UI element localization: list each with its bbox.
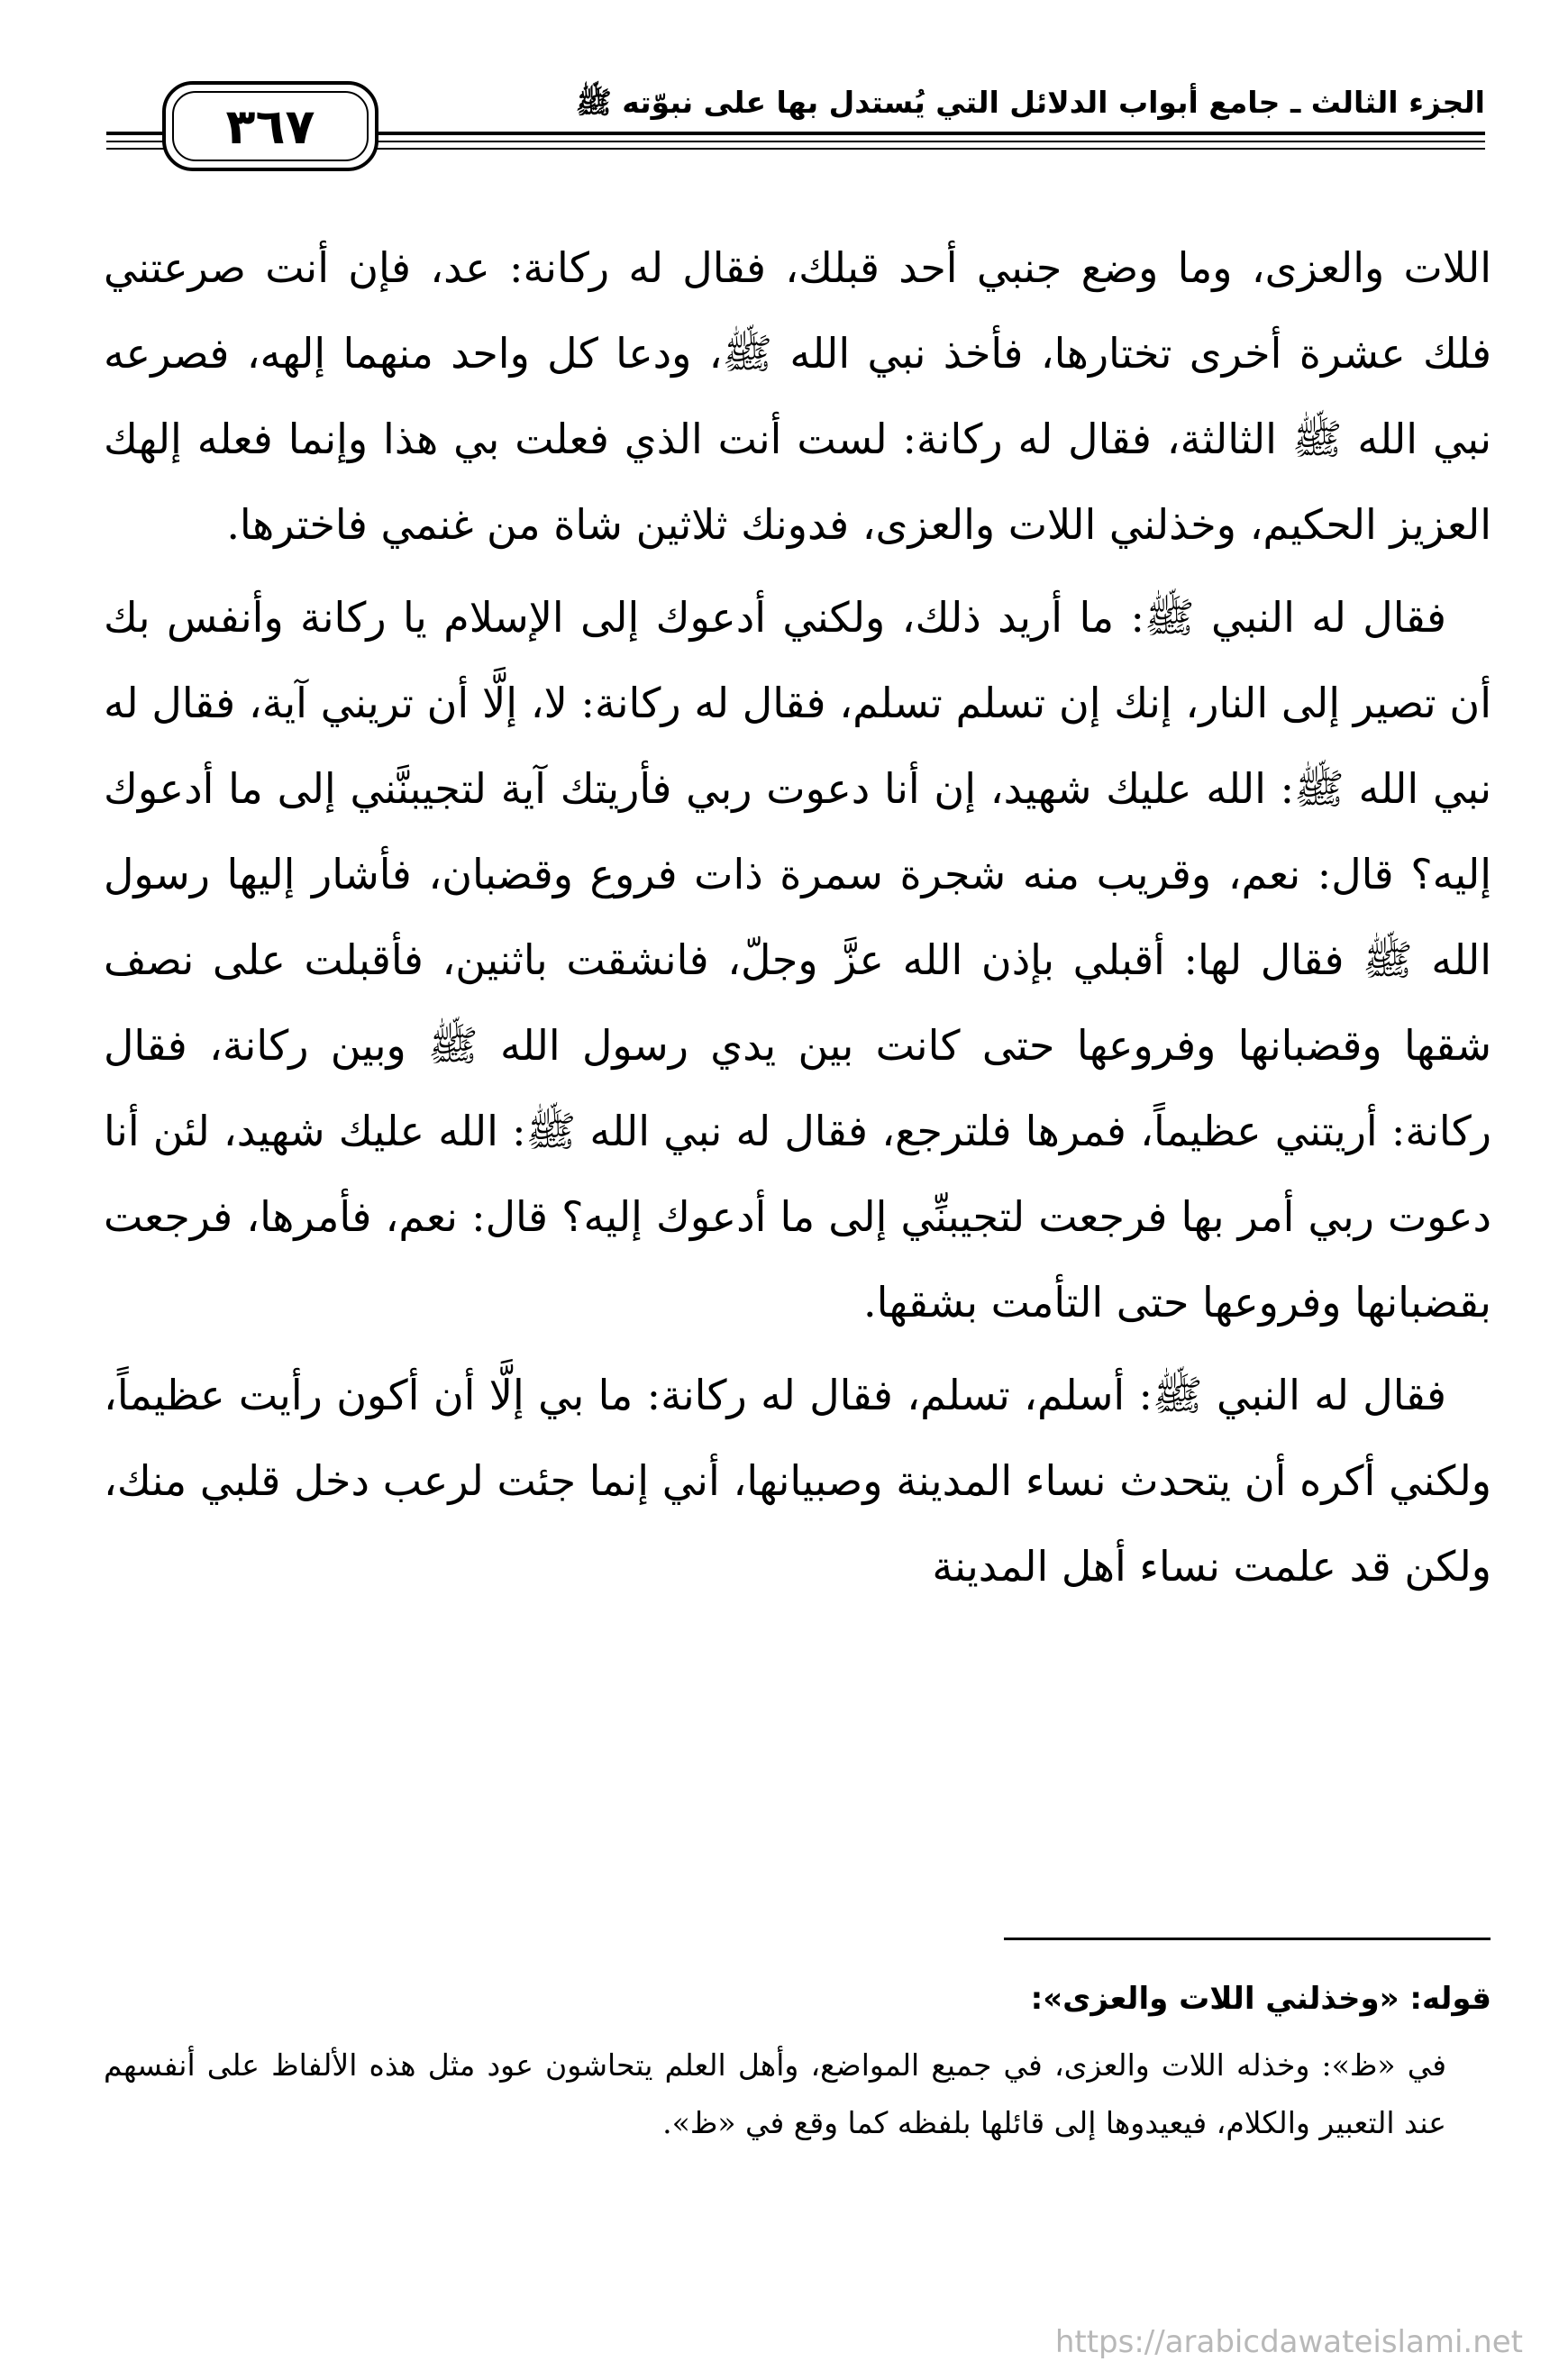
footnote — [104, 1974, 1491, 2152]
footnote-separator — [1004, 1938, 1491, 1940]
page-header — [106, 72, 1485, 171]
page-number-frame — [162, 81, 378, 171]
footnote-title: قوله: «وخذلني اللات والعزى»: — [1030, 1981, 1491, 2017]
watermark-url: https://arabicdawateislami.net — [1054, 2324, 1523, 2360]
main-text — [104, 225, 1491, 1609]
page-number: ٣٦٧ — [225, 97, 315, 155]
footnote-body: في «ظ»: وخذله اللات والعزى، في جميع المواضع، وأهل العلم يتحاشون عود مثل هذه الألفاظ على أنفسهم عند التعبير والكلام، فيعيدوها إلى قائلها بلفظه كما وقع في «ظ». — [104, 2047, 1446, 2140]
paragraph: فقال له النبي ﷺ: ما أريد ذلك، ولكني أدعوك إلى الإسلام يا ركانة وأنفس بك أن تصير إلى النار، إنك إن تسلم تسلم، فقال له ركانة: لا، إلَّا أن تريني آية، فقال له نبي الله ﷺ: الله عليك شهيد، إن أنا دعوت ربي فأريتك آية لتجيبنَّني إلى ما أدعوك إليه؟ قال: نعم، وقريب منه شجرة سمرة ذات فروع وقضبان، فأشار إليها رسول الله ﷺ فقال لها: أقبلي بإذن الله عزَّ وجلّ، فانشقت باثنين، فأقبلت على نصف شقها وقضبانها وفروعها حتى كانت بين يدي رسول الله ﷺ وبين ركانة، فقال ركانة: أريتني عظيماً، فمرها فلترجع، فقال له نبي الله ﷺ: الله عليك شهيد، لئن أنا دعوت ربي أمر بها فرجعت لتجيبنِّي إلى ما أدعوك إليه؟ قال: نعم، فأمرها، فرجعت بقضبانها وفروعها حتى التأمت بشقها. — [104, 593, 1491, 1327]
paragraph: اللات والعزى، وما وضع جنبي أحد قبلك، فقال له ركانة: عد، فإن أنت صرعتني فلك عشرة أخرى تختارها، فأخذ نبي الله ﷺ، ودعا كل واحد منهما إلهه، فصرعه نبي الله ﷺ الثالثة، فقال له ركانة: لست أنت الذي فعلت بي هذا وإنما فعله إلهك العزيز الحكيم، وخذلني اللات والعزى، فدونك ثلاثين شاة من غنمي فاخترها. — [104, 243, 1491, 549]
running-title: الجزء الثالث ـ جامع أبواب الدلائل التي يُستدل بها على نبوّته ﷺ — [575, 85, 1485, 120]
paragraph: فقال له النبي ﷺ: أسلم، تسلم، فقال له ركانة: ما بي إلَّا أن أكون رأيت عظيماً، ولكني أكره أن يتحدث نساء المدينة وصبيانها، أني إنما جئت لرعب دخل قلبي منك، ولكن قد علمت نساء أهل المدينة — [104, 1371, 1491, 1591]
